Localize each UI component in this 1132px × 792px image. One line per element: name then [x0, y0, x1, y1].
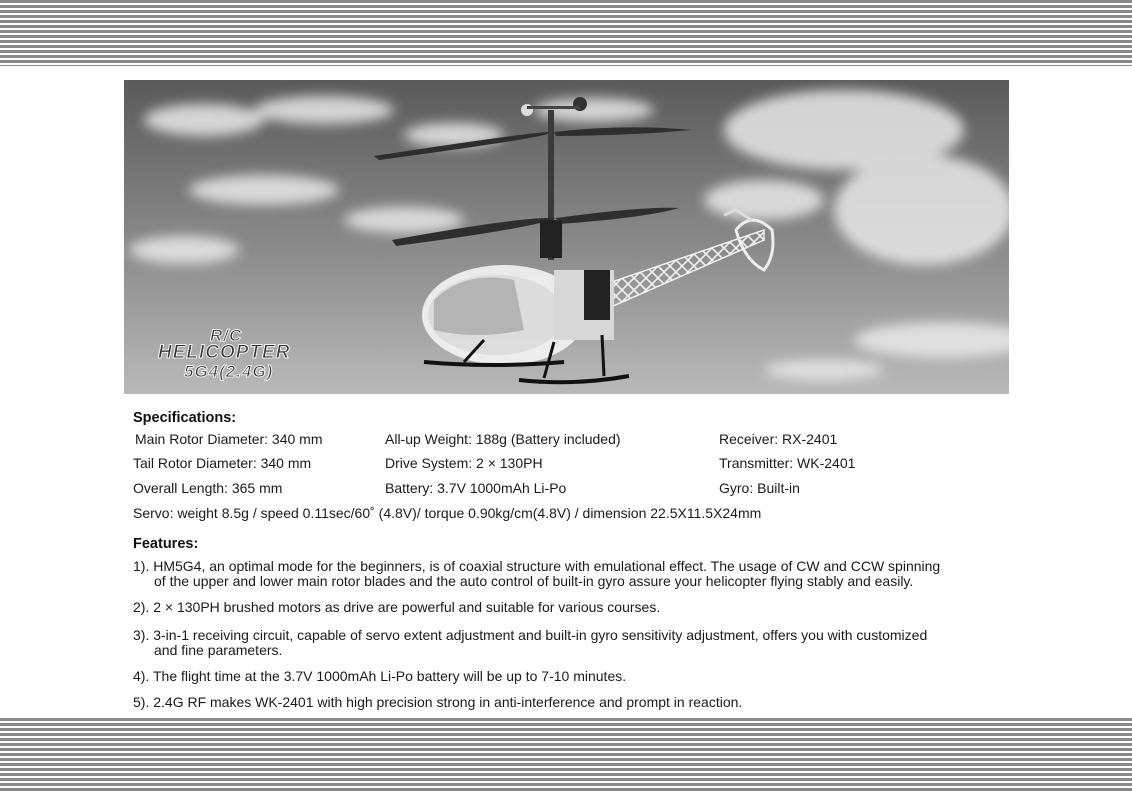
- feature-item-5-line1: 5). 2.4G RF makes WK-2401 with high precision strong in anti-interference and prompt in reaction.: [133, 694, 743, 710]
- feature-item-3-line1: 3). 3-in-1 receiving circuit, capable of servo extent adjustment and built-in gyro sensitivity adjustment, offers you with customized: [133, 627, 928, 643]
- feature-item-1-line1: 1). HM5G4, an optimal mode for the beginners, is of coaxial structure with emulational effect. The usage of CW and CCW spinning: [133, 558, 941, 574]
- features-heading: Features:: [133, 536, 199, 552]
- logo-line-2: HELICOPTER: [158, 342, 291, 363]
- bottom-stripe-band: [0, 718, 1132, 792]
- helicopter-photo: [124, 80, 1009, 394]
- spec-overall-length: Overall Length: 365 mm: [133, 480, 283, 496]
- feature-item-4: [133, 669, 1013, 684]
- spec-battery: Battery: 3.7V 1000mAh Li-Po: [385, 480, 567, 496]
- spec-main-rotor: Main Rotor Diameter: 340 mm: [135, 431, 323, 447]
- spec-transmitter: Transmitter: WK-2401: [719, 455, 856, 471]
- spec-servo: Servo: weight 8.5g / speed 0.11sec/60˚ (4.8V)/ torque 0.90kg/cm(4.8V) / dimension 22.5X11.5X24mm: [133, 505, 762, 521]
- logo-line-3: 5G4(2.4G): [184, 362, 274, 381]
- feature-item-3: [133, 628, 1013, 658]
- feature-item-4-line1: 4). The flight time at the 3.7V 1000mAh Li-Po battery will be up to 7-10 minutes.: [133, 668, 627, 684]
- feature-item-3-line2: and fine parameters.: [154, 642, 283, 658]
- spec-all-up-weight: All-up Weight: 188g (Battery included): [385, 431, 621, 447]
- feature-item-2: [133, 600, 1013, 615]
- rc-helicopter-logo: [158, 326, 308, 382]
- feature-item-2-line1: 2). 2 × 130PH brushed motors as drive are powerful and suitable for various courses.: [133, 599, 661, 615]
- spec-drive-system: Drive System: 2 × 130PH: [385, 455, 543, 471]
- feature-item-1: [133, 559, 1013, 589]
- top-stripe-band: [0, 0, 1132, 66]
- spec-gyro: Gyro: Built-in: [719, 480, 800, 496]
- feature-item-1-line2: of the upper and lower main rotor blades and the auto control of built-in gyro assure your helicopter flying stably and easily.: [154, 573, 914, 589]
- logo-line-1: R/C: [210, 326, 243, 345]
- spec-tail-rotor: Tail Rotor Diameter: 340 mm: [133, 455, 312, 471]
- spec-receiver: Receiver: RX-2401: [719, 431, 838, 447]
- feature-item-5: [133, 695, 1013, 710]
- specifications-heading: Specifications:: [133, 410, 237, 426]
